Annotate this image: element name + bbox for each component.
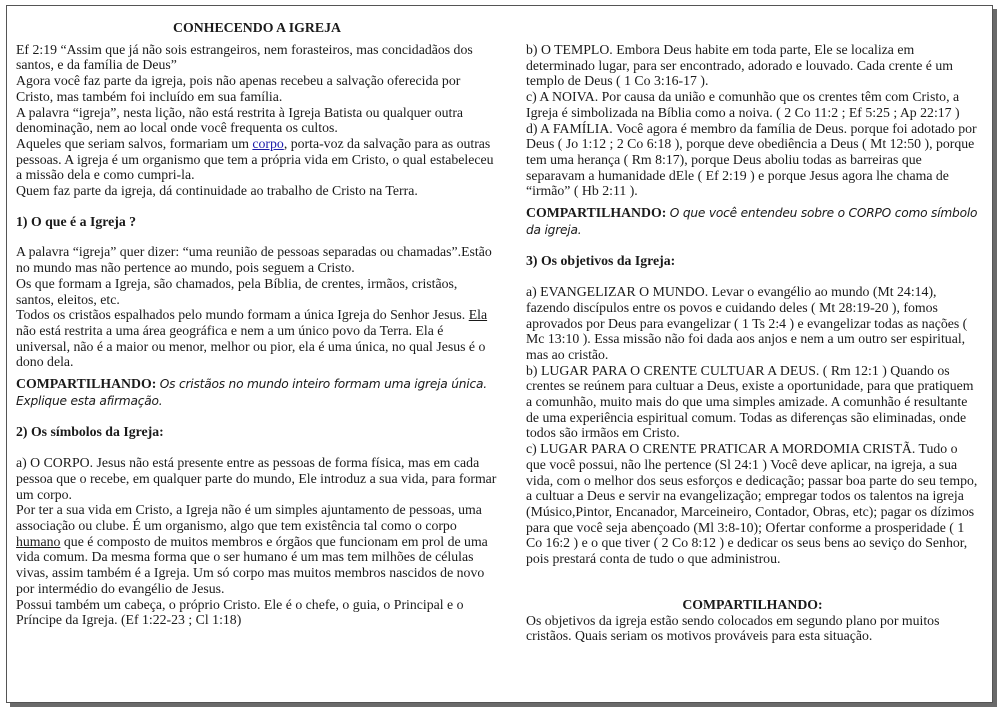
corpo-link[interactable]: corpo — [252, 135, 284, 151]
share-prompt-2 — [526, 205, 979, 238]
section-1-paragraph: Os que formam a Igreja, são chamados, pela Bíblia, de crentes, irmãos, cristãos, santos, eleitos, etc. — [16, 275, 458, 307]
intro-paragraph: Agora você faz parte da igreja, pois não apenas recebeu a salvação oferecida por Cristo, mas também foi incluído em sua família. — [16, 73, 461, 104]
share-prompt-1 — [16, 376, 498, 409]
share-heading-3: COMPARTILHANDO: — [682, 596, 823, 612]
intro-verse: Ef 2:19 “Assim que já não sois estrangeiros, nem forasteiros, mas concidadãos dos santos, e da família de Deus” — [16, 41, 473, 73]
objective-stewardship: c) LUGAR PARA O CRENTE PRATICAR A MORDOMIA CRISTÃ. Tudo o que você possui, não lhe pertence (Sl 24:1 ) Você deve aplicar, na igreja, a sua vida, com o melhor dos seus esforços e dedicação; passar boa parte do seu tempo, a cultuar a Deus e servir na evangelização; empregar todos os talentos na igreja (Músico,Pintor, Encanador, Marceineiro, Contador, Obras, etc); pagar os dízimos para que você seja abençoado (Ml 3:8-10); Ofertar conforme a prosperidade ( 1 Co 16:2 ) e o que tiver ( 2 Co 8:12 ) e dedicar os seus bens ao seviço do Senhor, pois prestará conta de tudo o que administrou. — [526, 441, 978, 567]
symbol-temple: b) O TEMPLO. Embora Deus habite em toda parte, Ele se localiza em determinado lugar, para ser encontrado, adorado e louvado. Cada crente é um templo de Deus ( 1 Co 3:16-17 ). — [526, 42, 953, 89]
section-2-heading: 2) Os símbolos da Igreja: — [16, 424, 164, 440]
share-question-3: Os objetivos da igreja estão sendo colocados em segundo plano por muitos cristãos. Quais seriam os motivos prováveis para esta situação. — [526, 612, 940, 644]
left-column — [16, 20, 498, 628]
share-question: O que você entendeu sobre o CORPO como símbolo da igreja. — [526, 206, 978, 237]
intro-paragraph: Aqueles que seriam salvos, formariam um corpo, porta-voz da salvação para as outras pessoas. A igreja é um organismo que tem a própria vida em Cristo, o qual estabeleceu a missão dela e como cumpri-la. — [16, 135, 494, 183]
intro-paragraph: Quem faz parte da igreja, dá continuidade ao trabalho de Cristo na Terra. — [16, 183, 418, 199]
symbol-family: d) A FAMÍLIA. Você agora é membro da família de Deus. porque foi adotado por Deus ( Jo 1:12 ; 2 Co 6:18 ), porque deve obediência a Deus ( Mt 12:50 ), porque tem uma herança ( Rm 8:17), porque Deus aboliu todas as barreiras que separavam a humanidade dEle ( Ef 2:19 ) e porque Jesus agora lhe chama de “irmão” ( Hb 2:11 ). — [526, 120, 977, 199]
document-page — [6, 5, 993, 703]
section-1-heading: 1) O que é a Igreja ? — [16, 213, 137, 229]
share-label: COMPARTILHANDO: — [526, 205, 667, 221]
section-1-paragraph: A palavra “igreja” quer dizer: “uma reunião de pessoas separadas ou chamadas”.Estão no mundo mas não pertence ao mundo, pois seguem a Cristo. — [16, 244, 492, 276]
objective-evangelize: a) EVANGELIZAR O MUNDO. Levar o evangélio ao mundo (Mt 24:14), fazendo discípulos entre os povos e cuidando deles ( Mt 28:19-20 ), fomos aprovados por Deus para evangelizar ( 1 Ts 2:4 ) e evangelizar todas as nações ( Mc 13:10 ). Essa missão não foi dada aos anjos e nem a um outro ser espiritual, mas ao cristão. — [526, 284, 968, 362]
section-2-paragraph: Por ter a sua vida em Cristo, a Igreja não é um simples ajuntamento de pessoas, uma associação ou clube. É um organismo, algo que tem existência tal como o corpo humano que é composto de muitos membros e órgãos que funcionam em prol de uma vida comum. Da mesma forma que o ser humano é um mas tem milhões de células vivas, assim também é a Igreja. Um só corpo mas muitos membros nascidos de novo por intermédio do evangélio de Jesus. — [16, 502, 488, 596]
symbol-bride: c) A NOIVA. Por causa da união e comunhão que os crentes têm com Cristo, a Igreja é simbolizada na Bíblia como a noiva. ( 2 Co 11:2 ; Ef 5:25 ; Ap 22:17 ) — [526, 89, 960, 120]
share-question: Os cristãos no mundo inteiro formam uma igreja única. Explique esta afirmação. — [16, 377, 487, 408]
document-title: CONHECENDO A IGREJA — [173, 20, 341, 35]
share-label: COMPARTILHANDO: — [16, 376, 157, 392]
section-3-heading: 3) Os objetivos da Igreja: — [526, 253, 676, 269]
section-2-paragraph: Possui também um cabeça, o próprio Cristo. Ele é o chefe, o guia, o Principal e o Príncipe da Igreja. (Ef 1:22-23 ; Cl 1:18) — [16, 596, 464, 628]
objective-worship: b) LUGAR PARA O CRENTE CULTUAR A DEUS. ( Rm 12:1 ) Quando os crentes se reúnem para cultuar a Deus, existe a oportunidade, para que pratiquem a comunhão, muito mais do que uma simples amizade. A comunhão é resultante de uma experiência espiritual comum. Todas as diferenças são eliminadas, onde todos são irmãos em Cristo. — [526, 362, 974, 441]
right-column — [526, 42, 979, 644]
intro-paragraph: A palavra “igreja”, nesta lição, não está restrita à Igreja Batista ou qualquer outra denominação, nem ao local onde você frequenta os cultos. — [16, 104, 464, 136]
section-1-paragraph: Todos os cristãos espalhados pelo mundo formam a única Igreja do Senhor Jesus. Ela não está restrita a uma área geográfica e nem a um único povo da Terra. Ela é universal, não é a maior ou menor, melhor ou pior, ela é uma única, no qual Jesus é o dono dela. — [16, 307, 488, 370]
section-2-paragraph: a) O CORPO. Jesus não está presente entre as pessoas de forma física, mas em cada pessoa que o recebe, em qualquer parte do mundo, Ele introduz a sua vida, para formar um corpo. — [16, 455, 497, 502]
